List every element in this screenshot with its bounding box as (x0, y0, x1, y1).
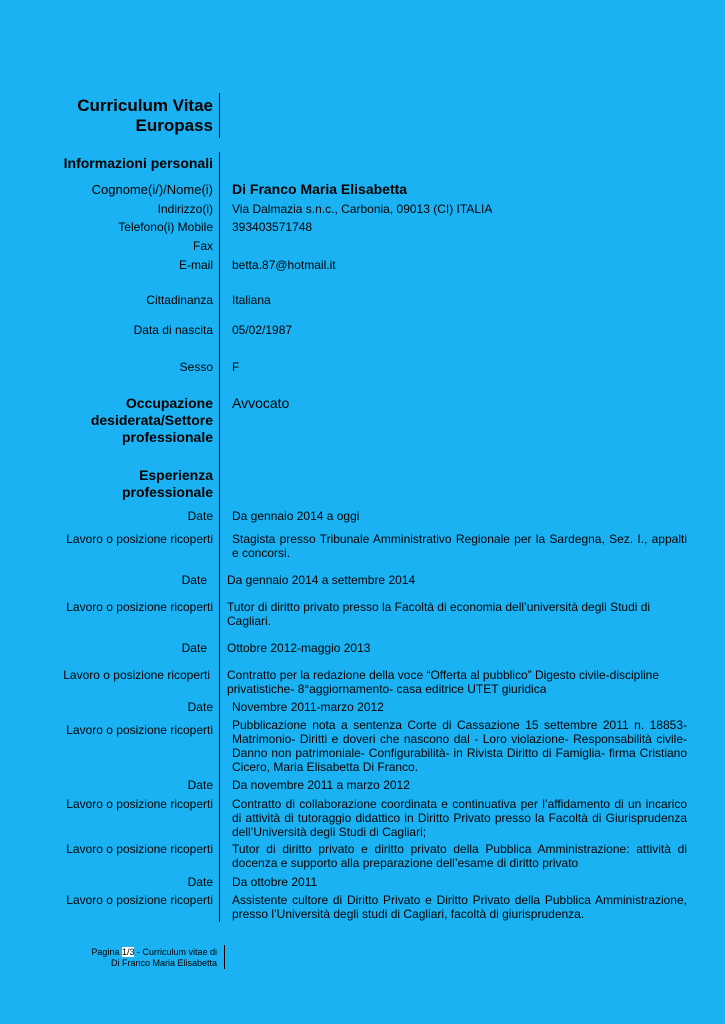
experience-date: Novembre 2011-marzo 2012 (232, 700, 384, 714)
address-label: Indirizzo(i) (157, 202, 213, 216)
fax-label: Fax (192, 239, 213, 253)
occupation-value: Avvocato (232, 395, 290, 411)
page-number: 1/3 (121, 947, 135, 957)
citizenship-label: Cittadinanza (146, 293, 213, 307)
date-label: Date (187, 700, 213, 714)
job-label: Lavoro o posizione ricoperti (66, 723, 213, 737)
experience-date: Da novembre 2011 a marzo 2012 (232, 778, 410, 792)
sex-value: F (232, 360, 240, 374)
section-occupation: Occupazione desiderata/Settore professionale (90, 395, 213, 445)
address-value: Via Dalmazia s.n.c., Carbonia, 09013 (CI) ITALIA (232, 202, 493, 216)
experience-date: Ottobre 2012-maggio 2013 (227, 641, 371, 655)
footer-divider (224, 945, 225, 969)
cv-title: Curriculum Vitae Europass (77, 96, 213, 135)
experience-job: Stagista presso Tribunale Amministrativo Regionale per la Sardegna, Sez. I., appalti e concorsi. (232, 532, 687, 560)
date-label: Date (187, 509, 213, 523)
page-footer (91, 947, 217, 969)
experience-date: Da ottobre 2011 (232, 875, 318, 889)
experience-job: Tutor di diritto privato presso la Facoltà di economia dell’università degli Studi di Cagliari. (227, 600, 651, 628)
birth-date-label: Data di nascita (133, 323, 213, 337)
section-personal-info: Informazioni personali (63, 155, 213, 171)
sex-label: Sesso (179, 360, 213, 374)
experience-job: Tutor di diritto privato e diritto privato della Pubblica Amministrazione: attività di docenza e supporto alla preparazione dell’esame di diritto privato (232, 842, 687, 870)
job-label: Lavoro o posizione ricoperti (66, 893, 213, 907)
footer-line-2: Di Franco Maria Elisabetta (110, 958, 217, 968)
birth-date-value: 05/02/1987 (232, 323, 293, 337)
experience-date: Da gennaio 2014 a settembre 2014 (227, 573, 416, 587)
date-label: Date (181, 641, 207, 655)
column-divider-main (219, 152, 220, 922)
experience-job: Assistente cultore di Diritto Privato e Diritto Privato della Pubblica Amministrazione, presso l’Università degli studi di Cagliari, facoltà di giurisprudenza. (232, 893, 687, 921)
citizenship-value: Italiana (232, 293, 271, 307)
email-value: betta.87@hotmail.it (232, 258, 336, 272)
phone-label: Telefono(i) Mobile (118, 220, 213, 234)
column-divider-top (219, 93, 220, 138)
section-experience: Esperienza professionale (121, 467, 213, 500)
date-label: Date (181, 573, 207, 587)
phone-value: 393403571748 (232, 220, 313, 234)
experience-job: Contratto di collaborazione coordinata e continuativa per l’affidamento di un incarico di attività di tutoraggio didattico in Diritto Privato presso la Facoltà di Giurisprudenza dell’Università degli Studi di Cagliari; (232, 797, 687, 839)
experience-job: Pubblicazione nota a sentenza Corte di Cassazione 15 settembre 2011 n. 18853- Matrimonio- Diritti e doveri che nascono dal - Loro violazione- Responsabilità civile- Danno non patrimoniale- Configurabilità- in Rivista Diritto di Famiglia- firma Cristiano Cicero, Maria Elisabetta Di Franco. (232, 718, 687, 774)
experience-job: Contratto per la redazione della voce “Offerta al pubblico” Digesto civile-discipline privatistiche- 8°aggiornamento- casa editrice UTET giuridica (227, 668, 659, 696)
name-value: Di Franco Maria Elisabetta (232, 181, 408, 197)
name-label: Cognome(i/)/Nome(i) (91, 182, 213, 197)
job-label: Lavoro o posizione ricoperti (66, 600, 213, 614)
email-label: E-mail (178, 258, 213, 272)
date-label: Date (187, 778, 213, 792)
job-label: Lavoro o posizione ricoperti (66, 797, 213, 811)
date-label: Date (187, 875, 213, 889)
job-label: Lavoro o posizione ricoperti (66, 532, 213, 546)
experience-date: Da gennaio 2014 a oggi (232, 509, 360, 523)
job-label: Lavoro o posizione ricoperti (66, 842, 213, 856)
footer-line-1: Pagina 1/3 - Curriculum vitae di (91, 947, 217, 957)
job-label: Lavoro o posizione ricoperti (63, 668, 210, 682)
